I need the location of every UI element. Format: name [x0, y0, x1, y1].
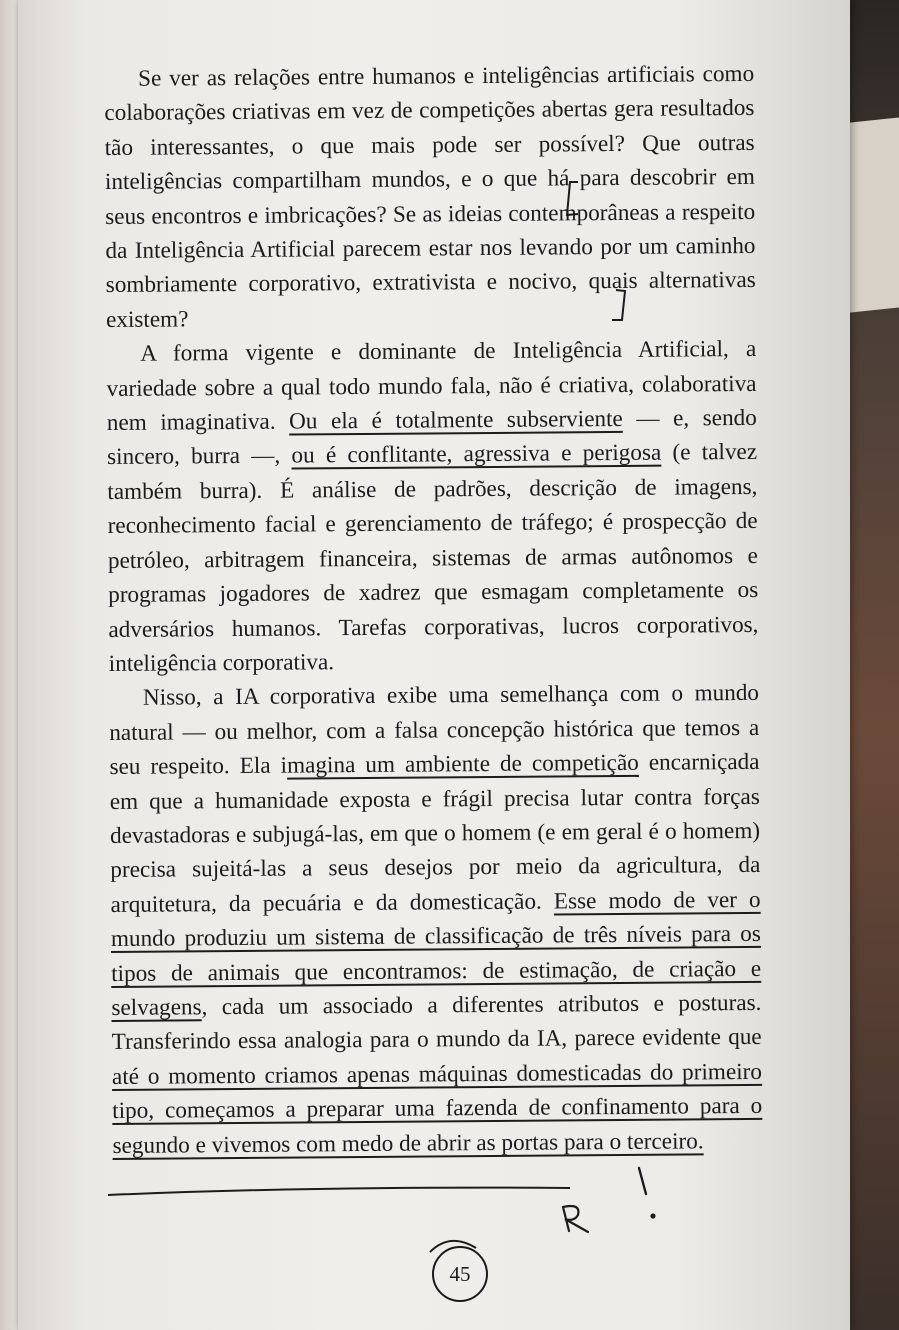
bracket-close-mark [612, 290, 625, 320]
text-segment: Nisso, a IA corporativa exibe uma semelhança com o mundo natural — ou melhor, com a falsa concepção histórica que temos a seu respeito. Ela i [109, 680, 760, 781]
underlined-text: até o momento criamos apenas máquinas domesticadas do primeiro tipo, começamos a preparar uma fazenda de confinamento para o segundo e vivemos com medo de abrir as portas para o terceiro. [111, 1058, 763, 1159]
text-segment: A forma vigente e dominante de Inteligência Artificial, a variedade sobre a qual todo mundo fala, não é criativa, colaborativa nem imaginativa. [106, 336, 757, 437]
underlined-text: ou é conflitante, agressiva e perigosa [291, 440, 662, 470]
bracket-open-mark [567, 182, 578, 215]
underlined-text: magina um ambiente de competição [286, 749, 639, 779]
background-object [845, 117, 899, 313]
underlined-text: Ou ela é totalmente subserviente [289, 405, 623, 435]
text-segment: encarniçada em que a humanidade exposta e frágil precisa lutar contra forças devastadoras e subjugá-las, em que o homem (e em geral é o homem) precisa sujeitá-las a seus desejos por meio da agricultura, da arquitetura, da pecuária e da domesticação. [109, 748, 761, 918]
underline-end-swoosh [108, 1188, 570, 1195]
text-segment: — e, sendo sincero, burra —, [107, 404, 757, 471]
page-number: 45 [449, 1262, 471, 1286]
text-segment: , cada um associado a diferentes atributos e posturas. Transferindo essa analogia para o mundo da IA, parece evidente que [111, 989, 762, 1056]
exclamation-stroke [639, 1168, 646, 1194]
exclamation-dot [650, 1213, 655, 1218]
handwritten-bracket-marks [18, 0, 850, 1330]
text-segment: (e talvez também burra). É análise de padrões, descrição de imagens, reconhecimento facial e gerenciamento de tráfego; é prospecção de petróleo, arbitragem financeira, sistemas de armas autônomos e programas jogadores de xadrez que esmagam completamente os adversários humanos. Tarefas corporativas, lucros corporativos, inteligência corporativa. [107, 439, 759, 677]
book-page [18, 0, 850, 1330]
text-segment: Se ver as relações entre humanos e inteligências artificiais como colaborações criativas em vez de competições abertas gera resultados tão interessantes, o que mais pode ser possível? Que outras inteligências compartilham mundos, e o que há para descobrir em seus encontros e imbricações? Se as ideias contemporâneas a respeito da Inteligência Artificial parecem estar nos levando por um caminho sombriamente corporativo, extrativista e nocivo, quais alternativas existem? [104, 60, 756, 333]
margin-r-mark [563, 1206, 588, 1232]
underlined-text: Esse modo de ver o mundo produziu um sistema de classificação de três níveis para os tipos de animais que encontramos: de estimação, de criação e selvagens [110, 886, 762, 1021]
